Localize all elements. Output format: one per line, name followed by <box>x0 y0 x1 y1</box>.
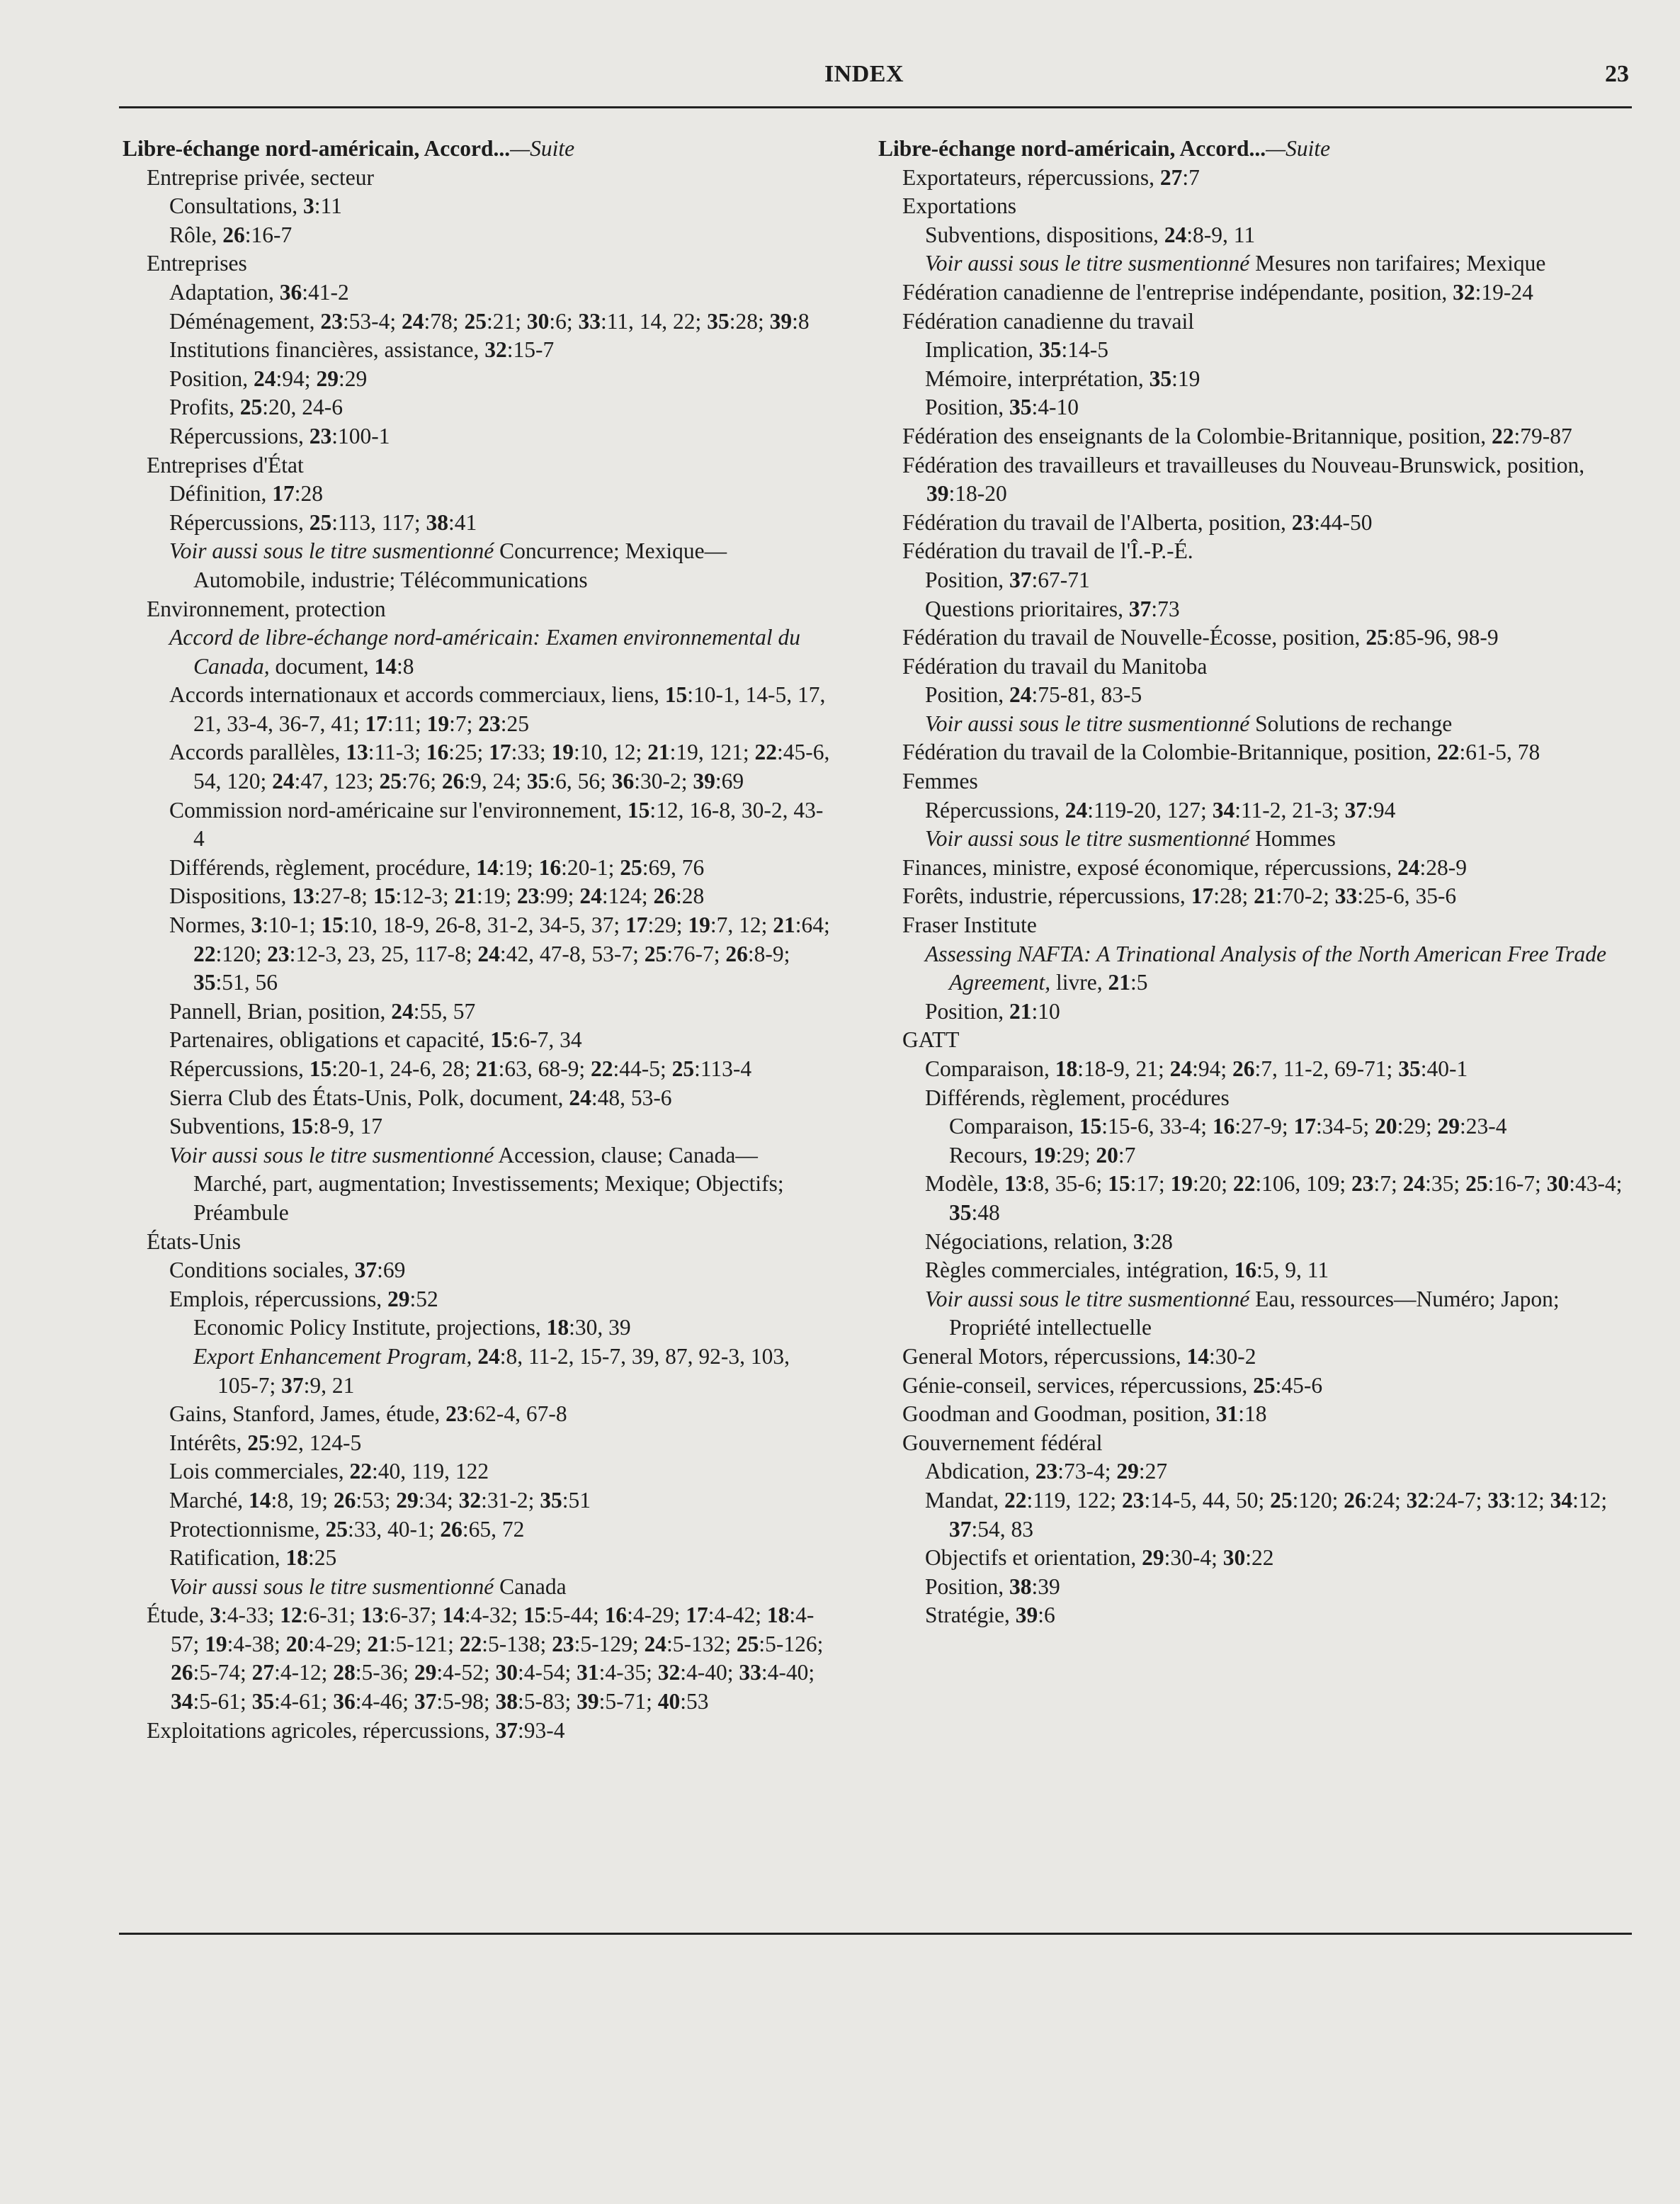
index-entry <box>147 1141 831 1228</box>
index-entry <box>147 796 831 854</box>
header-rule <box>119 106 1632 108</box>
index-entry <box>902 1055 1629 1084</box>
index-entry <box>147 1457 831 1486</box>
entry-text: Entreprises <box>147 251 247 276</box>
index-column-left <box>123 135 831 1745</box>
index-entry <box>147 365 831 394</box>
entry-text: Position, 35:4-10 <box>925 395 1079 420</box>
entry-text: Étude, 3:4-33; 12:6-31; 13:6-37; 14:4-32; 15:5-44; 16:4-29; 17:4-42; 18:4-57; 19:4-38; 20:4-29; 21:5-121; 22:5-138; 23:5-129; 24:5-132; 25:5-126; 26:5-74; 27:4-12; 28:5-36; 29:4-52; 30:4-54; 31:4-35; 32:4-40; 33:4-40; 34:5-61; 35:4-61; 36:4-46; 37:5-98; 38:5-83; 39:5-71; 40:53 <box>147 1603 824 1714</box>
index-entry <box>147 681 831 738</box>
index-entry <box>902 393 1629 422</box>
entry-text: Exploitations agricoles, répercussions, 37:93-4 <box>147 1717 565 1743</box>
entry-text: Répercussions, 23:100-1 <box>169 423 390 448</box>
entry-text: Dispositions, 13:27-8; 15:12-3; 21:19; 23:99; 24:124; 26:28 <box>169 883 705 909</box>
index-entry <box>902 1486 1629 1544</box>
entry-text: Forêts, industrie, répercussions, 17:28; 21:70-2; 33:25-6, 35-6 <box>902 883 1457 909</box>
index-entry <box>147 422 831 451</box>
entry-text: Eau, ressources—Numéro; Japon; Propriété intellectuelle <box>949 1286 1560 1340</box>
index-entry <box>147 278 831 307</box>
index-entry <box>147 537 831 594</box>
index-entry <box>902 336 1629 365</box>
entry-text: Accords parallèles, 13:11-3; 16:25; 17:33; 19:10, 12; 21:19, 121; 22:45-6, 54, 120; 24:47, 123; 25:76; 26:9, 24; 35:6, 56; 36:30-2; 39:69 <box>169 740 830 794</box>
entry-text: Fédération du travail du Manitoba <box>902 653 1208 679</box>
entry-text: Fédération du travail de l'Î.-P.-É. <box>902 538 1193 564</box>
entry-text: livre, 21:5 <box>1050 970 1148 995</box>
entry-text: Environnement, protection <box>147 596 386 621</box>
entry-text: Répercussions, 25:113, 117; 38:41 <box>169 509 477 535</box>
entry-text: Position, 21:10 <box>925 998 1060 1024</box>
index-entry <box>147 1717 831 1746</box>
index-entry <box>147 393 831 422</box>
suite-marker: —Suite <box>1266 136 1331 161</box>
entry-text: Génie-conseil, services, répercussions, 25:45-6 <box>902 1372 1323 1398</box>
entry-text: Femmes <box>902 769 978 794</box>
cross-reference-label: Assessing NAFTA: A Trinational Analysis of the North American Free Trade Agreement, <box>925 941 1606 995</box>
entry-text: Entreprises d'État <box>147 452 304 477</box>
index-entry <box>147 451 831 480</box>
index-entry <box>147 1429 831 1458</box>
index-entry <box>147 1400 831 1429</box>
entry-text: GATT <box>902 1027 960 1053</box>
entry-text: Economic Policy Institute, projections, 18:30, 39 <box>193 1315 631 1340</box>
entry-text: Exportations <box>902 193 1016 219</box>
index-entry <box>902 221 1629 250</box>
entry-text: Règles commerciales, intégration, 16:5, 9, 11 <box>925 1258 1329 1283</box>
entry-text: Fraser Institute <box>902 912 1037 938</box>
entry-text: Fédération du travail de l'Alberta, position, 23:44-50 <box>902 509 1373 535</box>
entry-text: Stratégie, 39:6 <box>925 1603 1055 1628</box>
entry-text: Canada <box>494 1573 567 1599</box>
index-entry <box>902 249 1629 278</box>
entry-text: Adaptation, 36:41-2 <box>169 279 349 305</box>
index-entry <box>902 1343 1629 1372</box>
index-entry <box>902 652 1629 682</box>
index-entry <box>147 1055 831 1084</box>
index-entry <box>902 681 1629 710</box>
index-entry <box>902 1228 1629 1257</box>
entry-text: Mémoire, interprétation, 35:19 <box>925 366 1201 391</box>
entry-text: Rôle, 26:16-7 <box>169 222 293 247</box>
index-entry <box>902 710 1629 739</box>
entry-text: Normes, 3:10-1; 15:10, 18-9, 26-8, 31-2, 34-5, 37; 17:29; 19:7, 12; 21:64; 22:120; 23:12-3, 23, 25, 117-8; 24:42, 47-8, 53-7; 25:76-7; 26:8-9; 35:51, 56 <box>169 912 830 995</box>
index-entry <box>902 911 1629 940</box>
index-entry <box>902 164 1629 193</box>
entry-text: Négociations, relation, 3:28 <box>925 1228 1173 1254</box>
index-entry <box>147 1228 831 1257</box>
entry-text: Objectifs et orientation, 29:30-4; 30:22 <box>925 1545 1274 1571</box>
index-entry <box>147 595 831 624</box>
entry-text: Accords internationaux et accords commerciaux, liens, 15:10-1, 14-5, 17, 21, 33-4, 36-7, 41; 17:11; 19:7; 23:25 <box>169 682 826 736</box>
index-entry <box>902 595 1629 624</box>
cross-reference-label: Voir aussi sous le titre susmentionné <box>169 1142 494 1168</box>
index-entry <box>902 365 1629 394</box>
index-entry <box>147 1112 831 1141</box>
entry-text: Position, 38:39 <box>925 1573 1060 1599</box>
index-entry <box>147 164 831 193</box>
entry-text: Gains, Stanford, James, étude, 23:62-4, 67-8 <box>169 1401 567 1427</box>
index-entry <box>147 307 831 337</box>
index-entry <box>902 1256 1629 1285</box>
entry-text: Questions prioritaires, 37:73 <box>925 596 1180 621</box>
entry-text: Conditions sociales, 37:69 <box>169 1258 406 1283</box>
index-entry <box>902 940 1629 998</box>
index-entry <box>147 192 831 221</box>
cross-reference-label: Voir aussi sous le titre susmentionné <box>169 1573 494 1599</box>
index-entry <box>902 307 1629 337</box>
entry-text: Comparaison, 15:15-6, 33-4; 16:27-9; 17:34-5; 20:29; 29:23-4 <box>949 1114 1507 1139</box>
index-entry <box>147 1313 831 1343</box>
entry-text: Partenaires, obligations et capacité, 15:6-7, 34 <box>169 1027 582 1053</box>
index-entry <box>147 249 831 278</box>
index-entry <box>147 480 831 509</box>
entry-text: Pannell, Brian, position, 24:55, 57 <box>169 998 476 1024</box>
entry-text: Différends, règlement, procédures <box>925 1085 1230 1110</box>
cross-reference-label: Voir aussi sous le titre susmentionné <box>925 826 1250 852</box>
index-entry <box>902 278 1629 307</box>
entry-text: Répercussions, 15:20-1, 24-6, 28; 21:63, 68-9; 22:44-5; 25:113-4 <box>169 1056 752 1081</box>
entry-text: Libre-échange nord-américain, Accord... <box>123 136 511 161</box>
index-entry <box>902 451 1629 509</box>
cross-reference-label: Export Enhancement Program, <box>193 1343 472 1369</box>
index-entry <box>902 796 1629 825</box>
cross-reference-label: Voir aussi sous le titre susmentionné <box>925 1286 1250 1311</box>
index-entry <box>147 998 831 1027</box>
index-entry <box>902 1112 1629 1141</box>
entry-text: Fédération canadienne du travail <box>902 308 1194 334</box>
entry-text: Sierra Club des États-Unis, Polk, document, 24:48, 53-6 <box>169 1085 672 1110</box>
index-entry <box>147 1256 831 1285</box>
entry-text: Finances, ministre, exposé économique, répercussions, 24:28-9 <box>902 854 1467 880</box>
index-entry <box>902 1372 1629 1401</box>
index-entry <box>902 1026 1629 1055</box>
index-entry <box>902 509 1629 538</box>
entry-text: Ratification, 18:25 <box>169 1545 337 1571</box>
entry-text: Protectionnisme, 25:33, 40-1; 26:65, 72 <box>169 1516 525 1542</box>
entry-text: Accession, clause; Canada—Marché, part, augmentation; Investissements; Mexique; Objectifs; Préambule <box>193 1142 784 1225</box>
entry-text: Position, 24:75-81, 83-5 <box>925 682 1142 708</box>
entry-text: Goodman and Goodman, position, 31:18 <box>902 1401 1267 1427</box>
index-entry <box>147 623 831 681</box>
entry-text: Subventions, 15:8-9, 17 <box>169 1114 383 1139</box>
entry-text: Solutions de rechange <box>1249 711 1453 736</box>
entry-text: Fédération canadienne de l'entreprise indépendante, position, 32:19-24 <box>902 279 1533 305</box>
entry-text: Implication, 35:14-5 <box>925 337 1108 363</box>
entry-text: Intérêts, 25:92, 124-5 <box>169 1430 362 1455</box>
index-entry <box>902 623 1629 652</box>
index-entry <box>147 221 831 250</box>
index-entry <box>902 1084 1629 1113</box>
page-number: 23 <box>1605 61 1629 87</box>
index-entry <box>147 1026 831 1055</box>
entry-text: Institutions financières, assistance, 32:15-7 <box>169 337 555 363</box>
index-entry <box>147 1285 831 1314</box>
index-entry <box>902 854 1629 883</box>
entry-text: Définition, 17:28 <box>169 481 323 507</box>
index-column-right <box>878 135 1629 1630</box>
index-entry <box>147 1573 831 1602</box>
entry-text: Libre-échange nord-américain, Accord... <box>878 136 1266 161</box>
footer-rule <box>119 1933 1632 1935</box>
entry-text: document, 14:8 <box>269 653 414 679</box>
index-entry <box>902 537 1629 566</box>
entry-text: Comparaison, 18:18-9, 21; 24:94; 26:7, 11-2, 69-71; 35:40-1 <box>925 1056 1468 1081</box>
index-entry <box>147 1601 831 1716</box>
index-heading <box>878 135 1629 164</box>
cross-reference-label: Voir aussi sous le titre susmentionné <box>925 251 1250 276</box>
index-entry <box>147 1515 831 1544</box>
index-entry <box>902 825 1629 854</box>
index-entry <box>902 1285 1629 1343</box>
entry-text: Fédération des travailleurs et travailleuses du Nouveau-Brunswick, position, 39:18-20 <box>902 452 1585 507</box>
index-entry <box>902 1457 1629 1486</box>
index-entry <box>147 882 831 911</box>
entry-text: États-Unis <box>147 1228 241 1254</box>
entry-text: Différends, règlement, procédure, 14:19; 16:20-1; 25:69, 76 <box>169 854 705 880</box>
entry-text: Lois commerciales, 22:40, 119, 122 <box>169 1459 489 1484</box>
index-entry <box>902 738 1629 767</box>
entry-text: Profits, 25:20, 24-6 <box>169 395 344 420</box>
entry-text: Entreprise privée, secteur <box>147 164 374 190</box>
cross-reference-label: Voir aussi sous le titre susmentionné <box>925 711 1250 736</box>
page-title: INDEX <box>824 61 904 87</box>
entry-text: Position, 37:67-71 <box>925 567 1090 592</box>
index-entry <box>147 1343 831 1400</box>
index-entry <box>147 1486 831 1515</box>
index-entry <box>902 882 1629 911</box>
index-entry <box>902 422 1629 451</box>
entry-text: Mandat, 22:119, 122; 23:14-5, 44, 50; 25:120; 26:24; 32:24-7; 33:12; 34:12; 37:54, 83 <box>925 1487 1608 1542</box>
entry-text: Exportateurs, répercussions, 27:7 <box>902 164 1200 190</box>
index-entry <box>147 1084 831 1113</box>
index-entry <box>902 1170 1629 1227</box>
index-entry <box>902 192 1629 221</box>
entry-text: Répercussions, 24:119-20, 127; 34:11-2, 21-3; 37:94 <box>925 797 1396 823</box>
entry-text: Hommes <box>1249 826 1336 852</box>
cross-reference-label: Accord de libre-échange nord-américain: Examen environnemental du Canada, <box>169 625 801 679</box>
index-entry <box>902 998 1629 1027</box>
index-entry <box>902 767 1629 796</box>
entry-text: Fédération des enseignants de la Colombie-Britannique, position, 22:79-87 <box>902 423 1572 448</box>
entry-text: Concurrence; Mexique—Automobile, industrie; Télécommunications <box>193 538 727 592</box>
entry-text: Marché, 14:8, 19; 26:53; 29:34; 32:31-2; 35:51 <box>169 1487 591 1513</box>
index-entry <box>147 911 831 998</box>
entry-text: Abdication, 23:73-4; 29:27 <box>925 1459 1168 1484</box>
entry-text: Fédération du travail de Nouvelle-Écosse, position, 25:85-96, 98-9 <box>902 625 1499 650</box>
index-entry <box>902 1400 1629 1429</box>
index-entry <box>902 1429 1629 1458</box>
index-entry <box>902 1601 1629 1630</box>
index-heading <box>123 135 831 164</box>
entry-text: Consultations, 3:11 <box>169 193 342 219</box>
index-entry <box>147 738 831 796</box>
index-entry <box>902 1573 1629 1602</box>
entry-text: Déménagement, 23:53-4; 24:78; 25:21; 30:6; 33:11, 14, 22; 35:28; 39:8 <box>169 308 810 334</box>
entry-text: General Motors, répercussions, 14:30-2 <box>902 1343 1256 1369</box>
index-entry <box>147 1544 831 1573</box>
entry-text: Gouvernement fédéral <box>902 1430 1103 1455</box>
entry-text: Mesures non tarifaires; Mexique <box>1249 251 1546 276</box>
index-entry <box>902 566 1629 595</box>
suite-marker: —Suite <box>510 136 575 161</box>
entry-text: Recours, 19:29; 20:7 <box>949 1142 1136 1168</box>
index-entry <box>147 336 831 365</box>
entry-text: Modèle, 13:8, 35-6; 15:17; 19:20; 22:106, 109; 23:7; 24:35; 25:16-7; 30:43-4; 35:48 <box>925 1171 1623 1225</box>
index-entry <box>147 854 831 883</box>
cross-reference-label: Voir aussi sous le titre susmentionné <box>169 538 494 564</box>
entry-text: Fédération du travail de la Colombie-Britannique, position, 22:61-5, 78 <box>902 740 1540 765</box>
entry-text: Subventions, dispositions, 24:8-9, 11 <box>925 222 1256 247</box>
index-entry <box>902 1141 1629 1170</box>
index-entry <box>902 1544 1629 1573</box>
entry-text: Emplois, répercussions, 29:52 <box>169 1286 438 1311</box>
entry-text: 24:8, 11-2, 15-7, 39, 87, 92-3, 103, 105-7; 37:9, 21 <box>217 1343 790 1398</box>
index-entry <box>147 509 831 538</box>
entry-text: Commission nord-américaine sur l'environnement, 15:12, 16-8, 30-2, 43-4 <box>169 797 824 852</box>
entry-text: Position, 24:94; 29:29 <box>169 366 368 391</box>
